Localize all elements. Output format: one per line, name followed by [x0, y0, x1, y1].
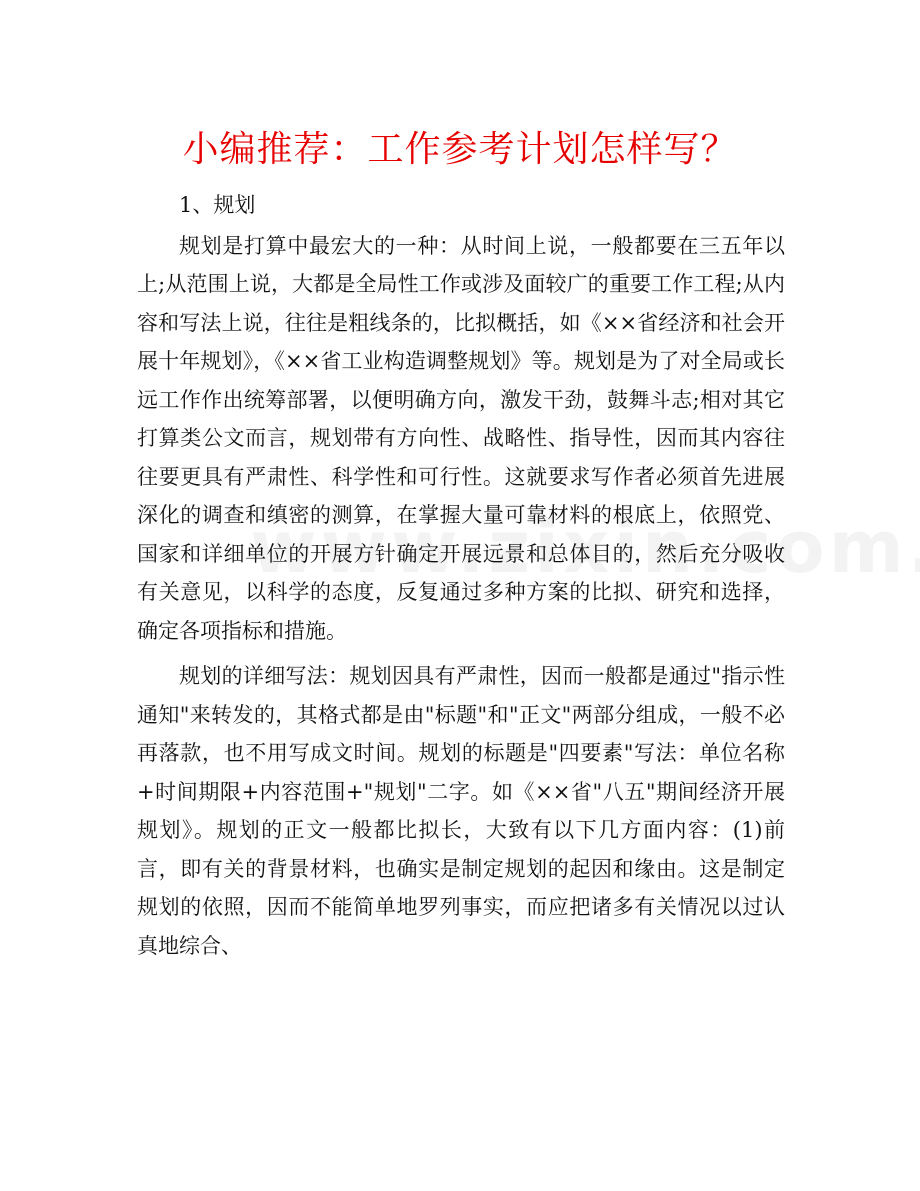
paragraph-planning-format: 规划的详细写法：规划因具有严肃性，因而一般都是通过"指示性通知"来转发的，其格式都是由"标题"和"正文"两部分组成，一般不必再落款，也不用写成文时间。规划的标题是"四要素"写法：单位名称+时间期限+内容范围+"规划"二字。如《××省"八五"期间经济开展规划》。规划的正文一般都比拟长，大致有以下几方面内容：(1)前言，即有关的背景材料，也确实是制定规划的起因和缘由。这是制定规划的依照，因而不能简单地罗列事实，而应把诸多有关情况以过认真地综合、	[137, 664, 785, 958]
document-body	[137, 186, 785, 965]
paragraph-planning-overview: 规划是打算中最宏大的一种：从时间上说，一般都要在三五年以上;从范围上说，大都是全局性工作或涉及面较广的重要工作工程;从内容和写法上说，往往是粗线条的，比拟概括，如《××省经济和社会开展十年规划》，《××省工业构造调整规划》等。规划是为了对全局或长远工作作出统筹部署，以便明确方向，激发干劲，鼓舞斗志;相对其它打算类公文而言，规划带有方向性、战略性、指导性，因而其内容往往要更具有严肃性、科学性和可行性。这就要求写作者必须首先进展深化的调查和缜密的测算，在掌握大量可靠材料的根底上，依照党、国家和详细单位的开展方针确定开展远景和总体目的，然后充分吸收有关意见，以科学的态度，反复通过多种方案的比拟、研究和选择，确定各项指标和措施。	[137, 233, 785, 643]
section-heading: 1、规划	[179, 193, 256, 217]
document-title: 小编推荐：工作参考计划怎样写？	[182, 129, 738, 170]
